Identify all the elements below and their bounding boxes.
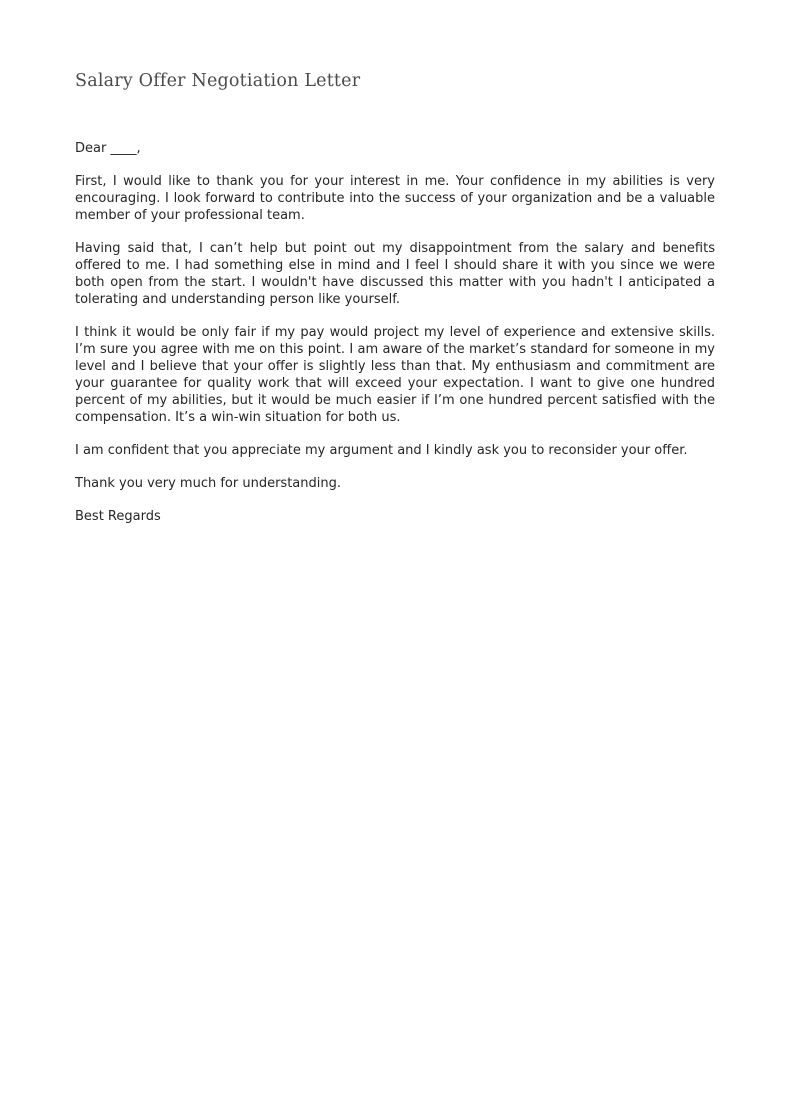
closing-line: Best Regards [75, 509, 161, 524]
page-title: Salary Offer Negotiation Letter [75, 71, 361, 91]
letter-paragraph: First, I would like to thank you for your interest in me. Your confidence in my abilities is very encouraging. I look forward to contribute into the success of your organization and be a valuable member of your professional team. [75, 174, 715, 223]
letter-paragraph: I think it would be only fair if my pay would project my level of experience and extensive skills. I’m sure you agree with me on this point. I am aware of the market’s standard for someone in my level and I believe that your offer is slightly less than that. My enthusiasm and commitment are your guarantee for quality work that will exceed your expectation. I want to give one hundred percent of my abilities, but it would be much easier if I’m one hundred percent satisfied with the compensation. It’s a win-win situation for both us. [75, 325, 715, 425]
letter-paragraph: Thank you very much for understanding. [75, 476, 341, 491]
salutation-line: Dear ____, [75, 141, 141, 156]
letter-body [75, 173, 715, 492]
letter-paragraph: I am confident that you appreciate my argument and I kindly ask you to reconsider your offer. [75, 443, 688, 458]
letter-paragraph: Having said that, I can’t help but point out my disappointment from the salary and benefits offered to me. I had something else in mind and I feel I should share it with you since we were both open from the start. I wouldn't have discussed this matter with you hadn't I anticipated a tolerating and understanding person like yourself. [75, 241, 715, 307]
